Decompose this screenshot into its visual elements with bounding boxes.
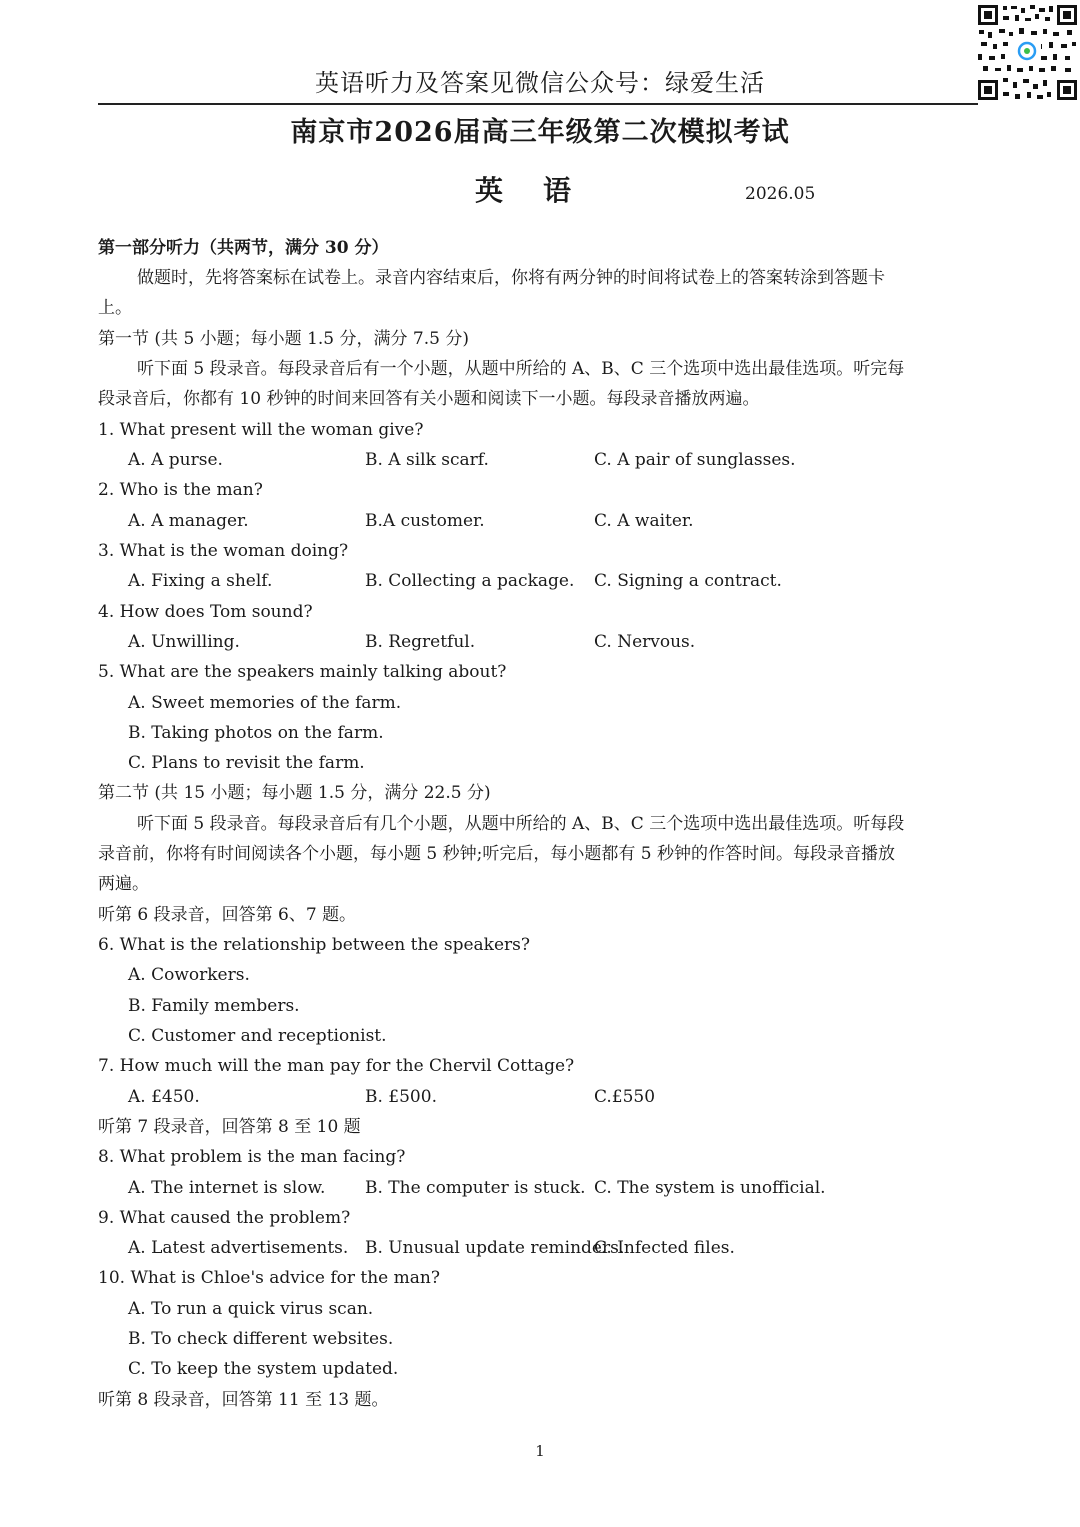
section2-instr-line1: 听下面 5 段录音。每段录音后有几个小题，从题中所给的 A、B、C 三个选项中选出最佳选项。听每段 [137, 814, 905, 834]
exam-title: 南京市2026届高三年级第二次模拟考试 [290, 117, 790, 148]
option-a: A. Sweet memories of the farm. [128, 693, 402, 713]
option-b: B. £500. [365, 1087, 437, 1107]
question-stem: 9. What caused the problem? [98, 1208, 351, 1228]
listen-instruction: 听第 7 段录音，回答第 8 至 10 题 [98, 1117, 361, 1137]
option-a: A. Fixing a shelf. [128, 571, 273, 591]
option-c: C. Customer and receptionist. [128, 1026, 387, 1046]
question-stem: 5. What are the speakers mainly talking about? [98, 662, 507, 682]
section2-instr-line2: 录音前，你将有时间阅读各个小题，每小题 5 秒钟;听完后，每小题都有 5 秒钟的作答时间。每段录音播放 [98, 844, 895, 864]
option-b: B. Family members. [128, 996, 300, 1016]
option-b: B. Taking photos on the farm. [128, 723, 384, 743]
subject-title: 英语 [475, 174, 612, 207]
option-b: B. Regretful. [365, 632, 476, 652]
section1-heading: 第一节 (共 5 小题；每小题 1.5 分，满分 7.5 分) [98, 329, 469, 349]
option-c: C. Infected files. [594, 1238, 735, 1258]
question-stem: 2. Who is the man? [98, 480, 263, 500]
option-a: A. The internet is slow. [128, 1178, 326, 1198]
option-a: A. Coworkers. [128, 965, 250, 985]
option-a: A. Latest advertisements. [128, 1238, 349, 1258]
option-a: A. To run a quick virus scan. [128, 1299, 374, 1319]
question-stem: 6. What is the relationship between the speakers? [98, 935, 531, 955]
section1-instr-line1: 听下面 5 段录音。每段录音后有一个小题，从题中所给的 A、B、C 三个选项中选出最佳选项。听完每 [137, 359, 905, 379]
option-b: B. The computer is stuck. [365, 1178, 586, 1198]
exam-date: 2026.05 [745, 184, 816, 204]
part1-intro-line2: 上。 [98, 298, 132, 318]
option-b: B. A silk scarf. [365, 450, 489, 470]
listen-instruction: 听第 6 段录音，回答第 6、7 题。 [98, 905, 357, 925]
part1-heading: 第一部分听力（共两节，满分 30 分） [98, 238, 389, 258]
option-c: C. Signing a contract. [594, 571, 782, 591]
question-stem: 1. What present will the woman give? [98, 420, 424, 440]
question-stem: 4. How does Tom sound? [98, 602, 313, 622]
option-c: C. The system is unofficial. [594, 1178, 826, 1198]
question-stem: 7. How much will the man pay for the Chervil Cottage? [98, 1056, 575, 1076]
option-a: A. £450. [128, 1087, 200, 1107]
header-divider [98, 103, 978, 105]
listen-instruction: 听第 8 段录音，回答第 11 至 13 题。 [98, 1390, 389, 1410]
option-a: A. A purse. [128, 450, 223, 470]
option-c: C. Nervous. [594, 632, 696, 652]
section2-heading: 第二节 (共 15 小题；每小题 1.5 分，满分 22.5 分) [98, 783, 491, 803]
option-b: B.A customer. [365, 511, 485, 531]
option-b: B. Collecting a package. [365, 571, 575, 591]
option-b: B. Unusual update reminders. [365, 1238, 625, 1258]
question-stem: 3. What is the woman doing? [98, 541, 349, 561]
section2-instr-line3: 两遍。 [98, 874, 149, 894]
option-c: C. A pair of sunglasses. [594, 450, 796, 470]
option-a: A. Unwilling. [128, 632, 240, 652]
header-slogan: 英语听力及答案见微信公众号：绿爱生活 [315, 69, 765, 97]
option-c: C. To keep the system updated. [128, 1359, 399, 1379]
section1-instr-line2: 段录音后，你都有 10 秒钟的时间来回答有关小题和阅读下一小题。每段录音播放两遍。 [98, 389, 760, 409]
option-c: C. A waiter. [594, 511, 694, 531]
part1-intro-line1: 做题时，先将答案标在试卷上。录音内容结束后，你将有两分钟的时间将试卷上的答案转涂到答题卡 [137, 268, 885, 288]
option-c: C. Plans to revisit the farm. [128, 753, 365, 773]
question-stem: 8. What problem is the man facing? [98, 1147, 406, 1167]
option-c: C.£550 [594, 1087, 656, 1107]
option-a: A. A manager. [128, 511, 249, 531]
page-number: 1 [535, 1442, 545, 1460]
option-b: B. To check different websites. [128, 1329, 394, 1349]
question-stem: 10. What is Chloe's advice for the man? [98, 1268, 440, 1288]
